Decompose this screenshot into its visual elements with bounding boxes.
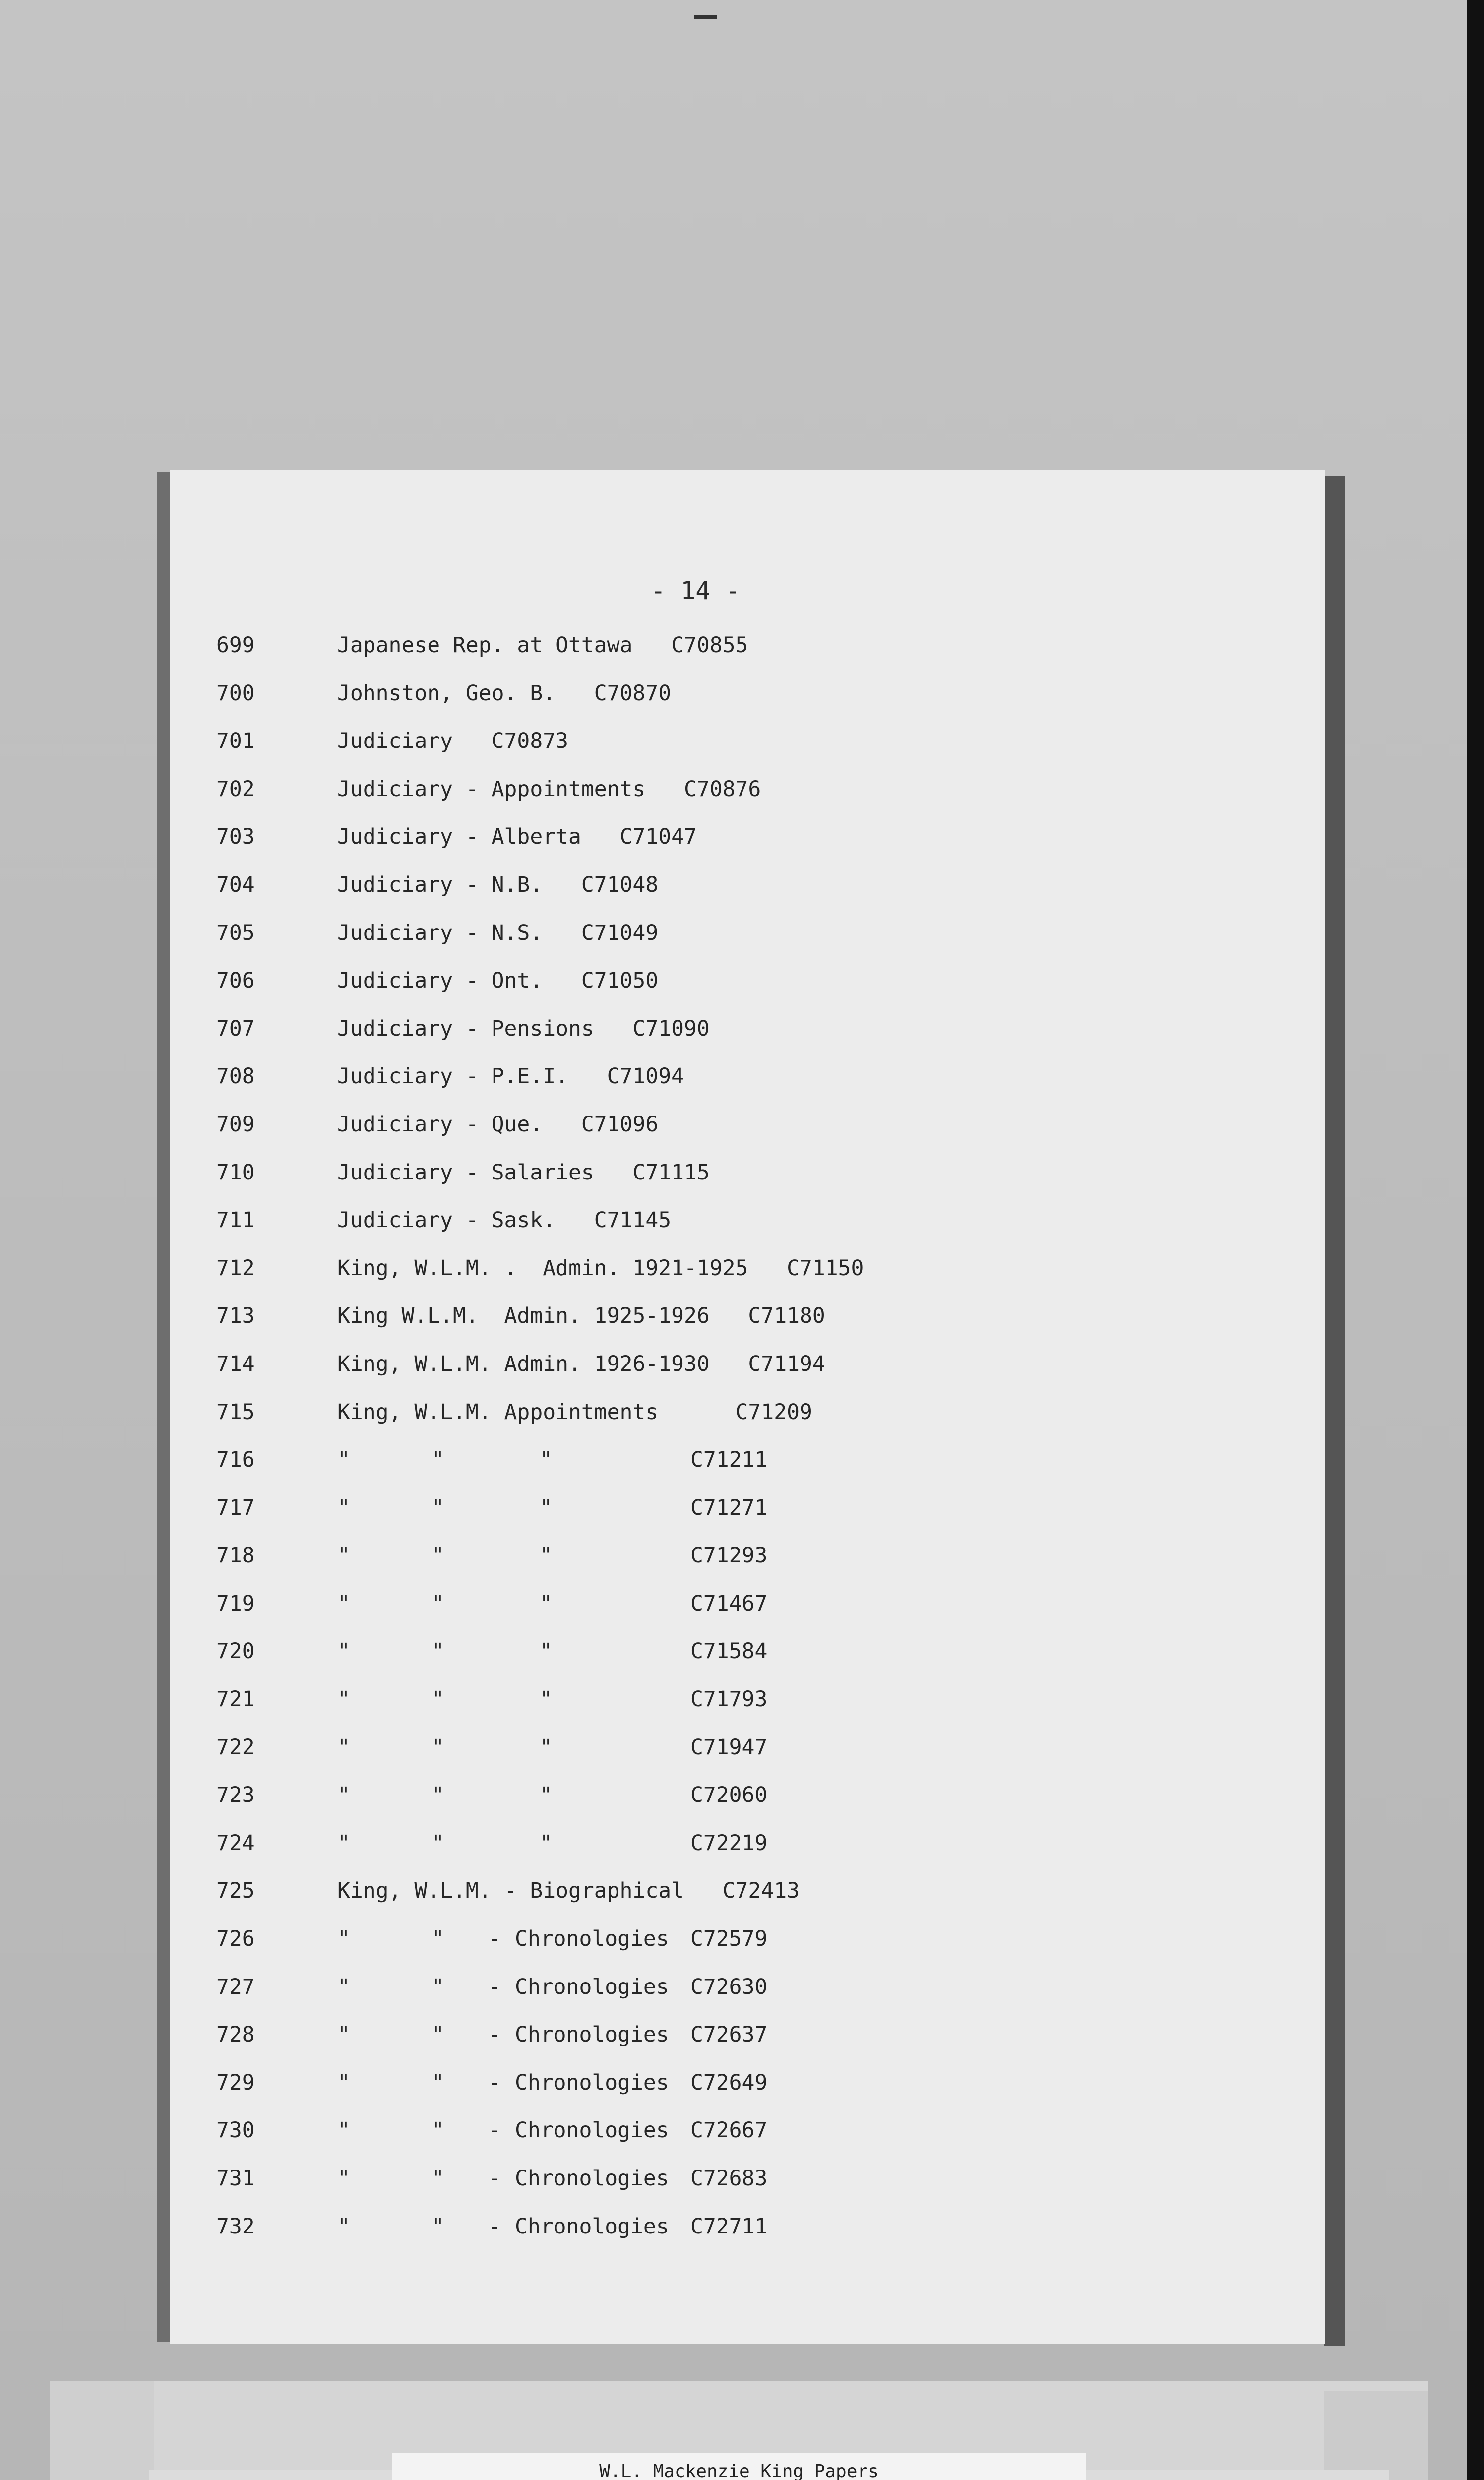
entry-code: C72711 (690, 2214, 768, 2239)
entry-number: 722 (216, 1735, 255, 1760)
entry-code: C71793 (690, 1687, 768, 1712)
entry-list (0, 633, 1484, 2262)
entry-text: Judiciary - N.S. C71049 (337, 920, 659, 945)
entry-code: C72630 (690, 1974, 768, 1999)
list-item (0, 2166, 1484, 2214)
ditto-mark: " (432, 1495, 444, 1520)
entry-text: Judiciary - Pensions C71090 (337, 1016, 710, 1041)
list-item (0, 1112, 1484, 1160)
ditto-mark: " (337, 2022, 350, 2047)
ditto-mark: " (432, 1974, 444, 1999)
entry-code: C72060 (690, 1783, 768, 1808)
dash: - (488, 2022, 501, 2047)
ditto-mark: " (432, 1447, 444, 1473)
entry-number: 719 (216, 1591, 255, 1616)
ditto-mark: " (337, 1591, 350, 1616)
list-item (0, 1495, 1484, 1544)
list-item (0, 681, 1484, 729)
ditto-mark: " (540, 1591, 553, 1616)
entry-number: 714 (216, 1351, 255, 1376)
entry-code: C71467 (690, 1591, 768, 1616)
ditto-mark: " (337, 2214, 350, 2239)
entry-code: C71271 (690, 1495, 768, 1520)
list-item (0, 824, 1484, 872)
mount-edge-right (1324, 2391, 1428, 2480)
entry-number: 718 (216, 1543, 255, 1568)
entry-number: 710 (216, 1160, 255, 1185)
list-item (0, 633, 1484, 681)
ditto-mark: " (337, 1926, 350, 1952)
list-item (0, 1735, 1484, 1783)
entry-text: Judiciary - Appointments C70876 (337, 776, 761, 802)
entry-text: Judiciary - N.B. C71048 (337, 872, 659, 897)
list-item (0, 2118, 1484, 2166)
entry-number: 721 (216, 1687, 255, 1712)
entry-number: 704 (216, 872, 255, 897)
entry-number: 724 (216, 1830, 255, 1856)
ditto-mark: " (432, 1687, 444, 1712)
entry-text: Japanese Rep. at Ottawa C70855 (337, 633, 748, 658)
entry-text: King, W.L.M. . Admin. 1921-1925 C71150 (337, 1255, 864, 1281)
list-item (0, 1303, 1484, 1352)
entry-number: 708 (216, 1064, 255, 1089)
entry-text: Judiciary - P.E.I. C71094 (337, 1064, 684, 1089)
ditto-mark: " (432, 2166, 444, 2191)
entry-number: 726 (216, 1926, 255, 1952)
ditto-mark: " (337, 1447, 350, 1473)
ditto-mark: " (432, 2118, 444, 2143)
list-item (0, 2022, 1484, 2070)
entry-text: Judiciary - Salaries C71115 (337, 1160, 710, 1185)
entry-label: Chronologies (515, 2022, 669, 2047)
entry-number: 729 (216, 2070, 255, 2095)
dash: - (488, 1974, 501, 1999)
ditto-mark: " (337, 1639, 350, 1664)
ditto-mark: " (337, 2070, 350, 2095)
entry-text: Judiciary - Ont. C71050 (337, 968, 659, 993)
entry-number: 716 (216, 1447, 255, 1473)
entry-number: 717 (216, 1495, 255, 1520)
entry-label: Chronologies (515, 2070, 669, 2095)
ditto-mark: " (337, 1735, 350, 1760)
dash: - (488, 2166, 501, 2191)
entry-label: Chronologies (515, 1926, 669, 1952)
list-item (0, 1639, 1484, 1687)
list-item (0, 1352, 1484, 1400)
entry-number: 715 (216, 1399, 255, 1425)
ditto-mark: " (337, 1543, 350, 1568)
list-item (0, 921, 1484, 969)
entry-text: Judiciary - Sask. C71145 (337, 1208, 672, 1233)
entry-number: 699 (216, 633, 255, 658)
ditto-mark: " (432, 1830, 444, 1856)
page-number: - 14 - (651, 576, 741, 605)
entry-text: Judiciary - Alberta C71047 (337, 824, 697, 850)
entry-number: 732 (216, 2214, 255, 2239)
dash: - (488, 2070, 501, 2095)
entry-code: C71211 (690, 1447, 768, 1473)
entry-label: Chronologies (515, 2214, 669, 2239)
entry-code: C72649 (690, 2070, 768, 2095)
entry-text: King W.L.M. Admin. 1925-1926 C71180 (337, 1303, 825, 1329)
list-item (0, 2070, 1484, 2118)
list-item (0, 1256, 1484, 1304)
list-item (0, 1687, 1484, 1735)
entry-text: King, W.L.M. - Biographical C72413 (337, 1878, 800, 1904)
entry-code: C71584 (690, 1639, 768, 1664)
ditto-mark: " (540, 1639, 553, 1664)
entry-number: 701 (216, 729, 255, 754)
entry-number: 713 (216, 1303, 255, 1329)
entry-text: Judiciary C70873 (337, 729, 568, 754)
ditto-mark: " (432, 1783, 444, 1808)
list-item (0, 1400, 1484, 1448)
entry-number: 703 (216, 824, 255, 850)
entry-number: 728 (216, 2022, 255, 2047)
list-item (0, 872, 1484, 921)
dash: - (488, 1926, 501, 1952)
list-item (0, 1831, 1484, 1879)
ditto-mark: " (540, 1783, 553, 1808)
entry-label: Chronologies (515, 1974, 669, 1999)
entry-number: 706 (216, 968, 255, 993)
ditto-mark: " (337, 1495, 350, 1520)
entry-number: 730 (216, 2118, 255, 2143)
list-item (0, 1591, 1484, 1639)
entry-number: 723 (216, 1783, 255, 1808)
list-item (0, 1064, 1484, 1112)
list-item (0, 968, 1484, 1016)
entry-number: 720 (216, 1639, 255, 1664)
entry-number: 709 (216, 1112, 255, 1137)
entry-number: 725 (216, 1878, 255, 1904)
list-item (0, 1878, 1484, 1926)
mount-edge-left (50, 2381, 154, 2480)
ditto-mark: " (540, 1543, 553, 1568)
ditto-mark: " (337, 1687, 350, 1712)
ditto-mark: " (432, 2214, 444, 2239)
entry-number: 727 (216, 1974, 255, 1999)
list-item (0, 1543, 1484, 1591)
ditto-mark: " (540, 1830, 553, 1856)
entry-number: 711 (216, 1208, 255, 1233)
entry-text: King, W.L.M. Admin. 1926-1930 C71194 (337, 1351, 825, 1376)
entry-text: Johnston, Geo. B. C70870 (337, 681, 672, 706)
list-item (0, 1160, 1484, 1208)
ditto-mark: " (337, 2118, 350, 2143)
dash: - (488, 2214, 501, 2239)
entry-text: Judiciary - Que. C71096 (337, 1112, 659, 1137)
list-item (0, 1208, 1484, 1256)
list-item (0, 729, 1484, 777)
ditto-mark: " (432, 1543, 444, 1568)
ditto-mark: " (540, 1495, 553, 1520)
entry-code: C72683 (690, 2166, 768, 2191)
ditto-mark: " (337, 1974, 350, 1999)
ditto-mark: " (432, 1639, 444, 1664)
collection-name: W.L. Mackenzie King Papers (599, 2461, 879, 2480)
entry-code: C72667 (690, 2118, 768, 2143)
ditto-mark: " (337, 1783, 350, 1808)
entry-code: C72219 (690, 1830, 768, 1856)
entry-number: 707 (216, 1016, 255, 1041)
dash: - (488, 2118, 501, 2143)
entry-code: C72579 (690, 1926, 768, 1952)
list-item (0, 777, 1484, 825)
ditto-mark: " (432, 1591, 444, 1616)
ditto-mark: " (540, 1447, 553, 1473)
ditto-mark: " (540, 1735, 553, 1760)
film-mark (694, 15, 717, 19)
ditto-mark: " (432, 2070, 444, 2095)
list-item (0, 1447, 1484, 1495)
entry-text: King, W.L.M. Appointments C71209 (337, 1399, 812, 1425)
entry-number: 705 (216, 920, 255, 945)
ditto-mark: " (337, 1830, 350, 1856)
entry-label: Chronologies (515, 2118, 669, 2143)
list-item (0, 1783, 1484, 1831)
entry-code: C72637 (690, 2022, 768, 2047)
entry-number: 731 (216, 2166, 255, 2191)
list-item (0, 1016, 1484, 1064)
entry-code: C71293 (690, 1543, 768, 1568)
ditto-mark: " (337, 2166, 350, 2191)
ditto-mark: " (432, 2022, 444, 2047)
entry-number: 700 (216, 681, 255, 706)
entry-number: 702 (216, 776, 255, 802)
entry-code: C71947 (690, 1735, 768, 1760)
entry-label: Chronologies (515, 2166, 669, 2191)
list-item (0, 1926, 1484, 1975)
ditto-mark: " (432, 1926, 444, 1952)
list-item (0, 2214, 1484, 2262)
ditto-mark: " (432, 1735, 444, 1760)
ditto-mark: " (540, 1687, 553, 1712)
entry-number: 712 (216, 1255, 255, 1281)
list-item (0, 1975, 1484, 2023)
